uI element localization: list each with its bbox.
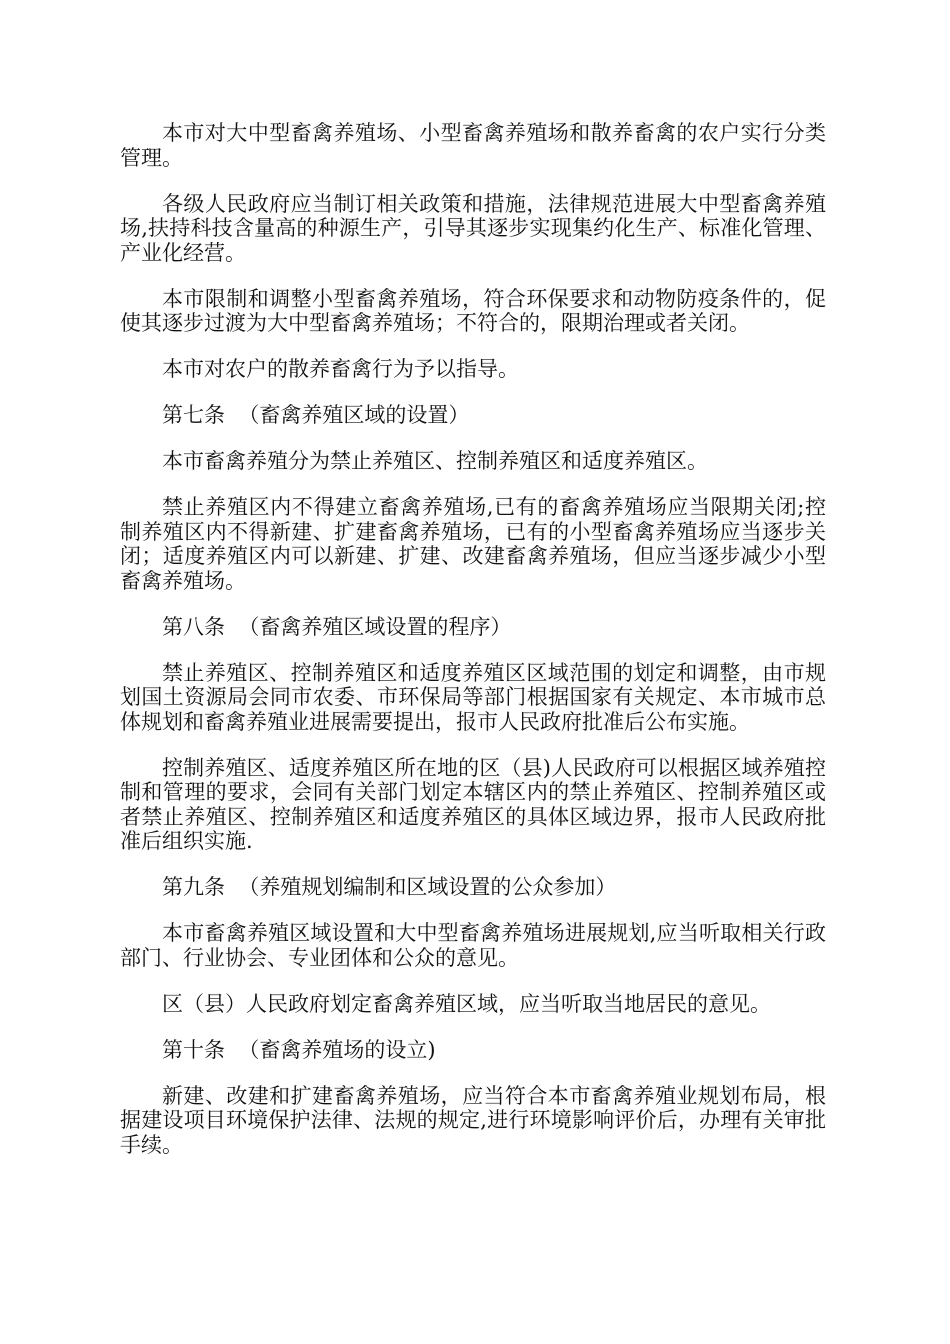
- article-9-heading: 第九条 （养殖规划编制和区域设置的公众参加）: [162, 875, 617, 899]
- paragraph-zone-types: 本市畜禽养殖分为禁止养殖区、控制养殖区和适度养殖区。: [162, 449, 708, 473]
- paragraph-public-opinion: 本市畜禽养殖区域设置和大中型畜禽养殖场进展规划,应当听取相关行政部门、行业协会、专业团体和公众的意见。: [120, 921, 826, 970]
- paragraph-household-guidance: 本市对农户的散养畜禽行为予以指导。: [162, 357, 519, 381]
- paragraph-resident-opinion: 区（县）人民政府划定畜禽养殖区域，应当听取当地居民的意见。: [162, 991, 771, 1016]
- article-7-heading: 第七条 （畜禽养殖区域的设置）: [162, 403, 470, 427]
- document-page: [120, 121, 826, 1179]
- paragraph-district-boundaries: 控制养殖区、适度养殖区所在地的区（县)人民政府可以根据区域养殖控制和管理的要求，会同有关部门划定本辖区内的禁止养殖区、控制养殖区或者禁止养殖区、控制养殖区和适度养殖区的具体区域边界，报市人民政府批准后组织实施.: [120, 755, 826, 853]
- paragraph-zone-rules: 禁止养殖区内不得建立畜禽养殖场,已有的畜禽养殖场应当限期关闭;控制养殖区内不得新建、扩建畜禽养殖场，已有的小型畜禽养殖场应当逐步关闭；适度养殖区内可以新建、扩建、改建畜禽养殖场，但应当逐步减少小型畜禽养殖场。: [120, 495, 826, 593]
- article-10-heading: 第十条 （畜禽养殖场的设立): [162, 1037, 436, 1062]
- paragraph-small-farm-adjustment: 本市限制和调整小型畜禽养殖场，符合环保要求和动物防疫条件的，促使其逐步过渡为大中型畜禽养殖场；不符合的，限期治理或者关闭。: [120, 286, 826, 335]
- article-8-heading: 第八条 （畜禽养殖区域设置的程序）: [162, 614, 512, 639]
- paragraph-government-policy: 各级人民政府应当制订相关政策和措施，法律规范进展大中型畜禽养殖场,扶持科技含量高的种源生产，引导其逐步实现集约化生产、标准化管理、产业化经营。: [120, 191, 826, 265]
- paragraph-zone-designation: 禁止养殖区、控制养殖区和适度养殖区区域范围的划定和调整，由市规划国土资源局会同市农委、市环保局等部门根据国家有关规定、本市城市总体规划和畜禽养殖业进展需要提出，报市人民政府批准后公布实施。: [120, 660, 826, 734]
- paragraph-classification: 本市对大中型畜禽养殖场、小型畜禽养殖场和散养畜禽的农户实行分类管理。: [120, 121, 826, 170]
- paragraph-farm-establishment: 新建、改建和扩建畜禽养殖场，应当符合本市畜禽养殖业规划布局，根据建设项目环境保护法律、法规的规定,进行环境影响评价后，办理有关审批手续。: [120, 1083, 826, 1157]
